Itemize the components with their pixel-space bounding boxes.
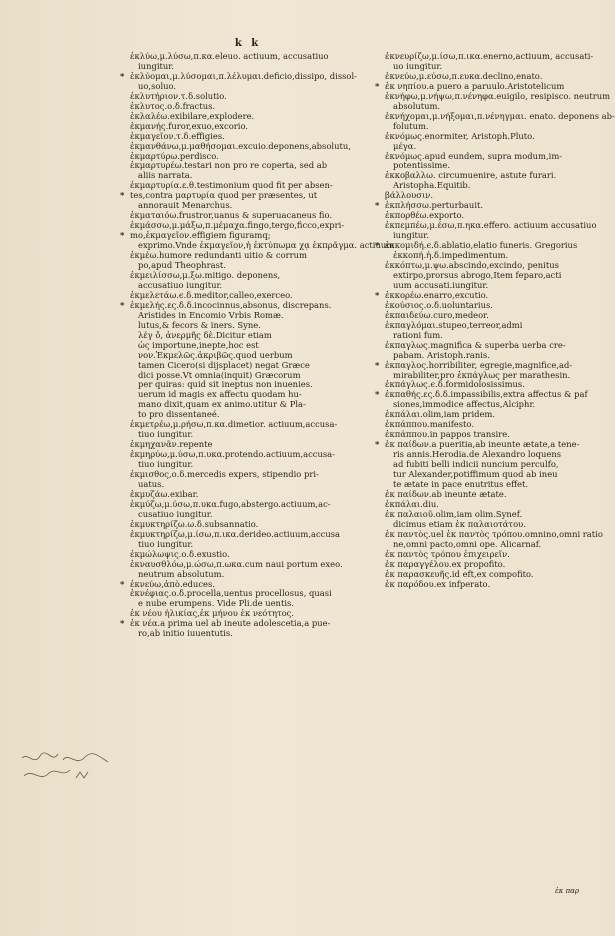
dictionary-entry <box>130 271 360 291</box>
entry-headline: ἐκμειλίσσω,μ.ξω.mitigo. deponens, <box>130 269 281 280</box>
entry-headline: ἐκμυζάω.exibar. <box>130 488 199 499</box>
entry-headline: ἐκπορθέω.exporto. <box>385 210 465 221</box>
entry-headline: ἐκμώλωψις.ο.δ.exustio. <box>130 548 230 559</box>
entry-continuation: iungitur. <box>393 230 430 241</box>
dictionary-entry <box>385 440 585 490</box>
entry-headline: ἐκλαλέω.exibilare,explodere. <box>130 110 255 121</box>
entry-headline: ἐκνήχομαι,μ.νήξομαι,π.νένηγμαι. enato. deponens ab- <box>385 110 615 121</box>
entry-headline: ἐκλύω,μ.λύσω,π.κα.eleuo. actiuum, accusatiuo <box>130 51 329 61</box>
entry-continuation: νον.Ἐκμελῶς.ἀκριβῶς.quod uerbum <box>138 349 293 360</box>
dictionary-entry <box>385 51 594 72</box>
entry-continuation: exprimo.Vnde ἐκμαγεῖον,ἡ ἐκτύπωμα χᾳ ἐκπρᾶγμα. actiuum <box>138 240 395 251</box>
entry-headline: ἐκούσιος.ο.δ.uoluntarius. <box>385 299 493 310</box>
entry-headline: ἐκμυκτηρίζω,μ.ίσω,π.ικα.derideo.actiuum,accusa <box>130 528 341 539</box>
entry-continuation: uo iungitur. <box>393 60 443 71</box>
entry-continuation: annorauit Menarchus. <box>138 200 233 211</box>
entry-headline: ἐκνεύω,μ.εύσω,π.ευκα.declino,enato. <box>385 70 543 81</box>
entry-headline: ἐκμηρύω,μ.ύσω,π.υκα.protendo.actiuum,accusa- <box>130 449 335 460</box>
entry-headline: ἐκμαρτύρω.perdisco. <box>130 150 219 161</box>
dictionary-entry <box>130 420 360 440</box>
entry-headline: ἐκπάππου.in pappos transire. <box>385 429 510 440</box>
entry-continuation: tiuo iungitur. <box>138 429 194 440</box>
entry-headline: ἐκμυκτηρίζω.ω.δ.subsannatio. <box>130 518 259 529</box>
entry-headline: ἐκνέφιας.ο.δ.procella,uentus procellosus, quasi <box>130 588 332 599</box>
dictionary-entry <box>385 510 585 530</box>
entry-headline: ἐκ παίδων.ab ineunte ætate. <box>385 488 507 499</box>
entry-headline: ἐκνόμως.apud eundem, supra modum,im- <box>385 150 563 161</box>
dictionary-entry <box>385 321 585 341</box>
entry-headline: ἐκ νηπίου.a puero a paruulo.Aristotelicum <box>385 80 565 91</box>
entry-continuation: per quiras: quid sit ineptus non inuenies. <box>138 379 313 390</box>
dictionary-entry <box>385 341 585 361</box>
entry-headline: ἐκ παραγγέλου.ex propofito. <box>385 558 506 569</box>
dictionary-entry <box>385 580 585 590</box>
dictionary-entry <box>130 72 360 92</box>
entry-continuation: μέγα. <box>393 140 417 151</box>
right-column <box>385 51 615 589</box>
entry-headline: ἐκπάππου.manifesto. <box>385 419 474 430</box>
entry-headline: ἐκπλήσσω.perturbauit. <box>385 200 484 211</box>
entry-headline: ἐκμελετάω.ϵ.δ.meditor,calleo,exerceo. <box>130 289 293 300</box>
entry-continuation: accusatiuo iungitur. <box>138 279 223 290</box>
entry-headline: ἐκμισθος,ο.δ.mercedis expers, stipendio pri- <box>130 469 319 480</box>
entry-continuation: cusatiuo iungitur. <box>138 508 213 519</box>
entry-continuation: te ætate in pace enutritus effet. <box>393 478 528 489</box>
dictionary-entry <box>385 389 588 410</box>
entry-headline: ἐκπαιδεύω.curo,medeor. <box>385 309 489 320</box>
entry-continuation: potentissime. <box>393 160 450 171</box>
entry-headline: ἐκκορέω.enarro,excutio. <box>385 289 489 300</box>
dictionary-entry <box>385 241 585 261</box>
entry-headline: ἐκμανθάνω,μ.μαθήσομαι.excuio.deponens,absolutu, <box>130 140 351 151</box>
entry-headline: ἐκλυτος.ο.δ.fractus. <box>130 100 216 111</box>
entry-continuation: tiuo iungitur. <box>138 459 194 470</box>
dictionary-entry <box>130 251 360 271</box>
entry-continuation: dicimus etiam ἐκ παλαιοτάτου. <box>393 518 526 529</box>
entry-continuation: neutrum absolutum. <box>138 568 225 579</box>
dictionary-entry <box>130 52 360 72</box>
entry-continuation: folutum. <box>393 120 429 131</box>
entry-headline: ἐκ νέου ἡλικίας,ἐκ μήνου ἐκ νεότητος. <box>130 608 295 619</box>
dictionary-entry <box>130 619 360 639</box>
entry-headline: ἐκ παλαιοῦ.olim,iam olim.Synef. <box>385 508 523 519</box>
entry-headline: ἐκ παντὸς.uel ἐκ παντὸς τρόπου.omnino,omni ratio <box>385 528 603 539</box>
entry-continuation: ne,omni pacto,omni ope. Alicarnaf. <box>393 538 542 549</box>
entry-headline: tes,contra μαρτυρία quod per præsentes, ut <box>130 190 318 201</box>
entry-continuation: Aristopha.Equitib. <box>393 180 471 191</box>
entry-headline: ἐκλυτήριον.τ.δ.solutio. <box>130 90 227 101</box>
entry-continuation: mirabiliter,pro ἐκπάγλως per marathesin. <box>393 369 571 380</box>
entry-headline: ἐκκομιδή.ϵ.δ.ablatio,elatio funeris. Gregorius <box>385 240 578 251</box>
entry-headline: ἐκνευρίζω,μ.ίσω,π.ικα.enerno,actiuum, accusati- <box>385 51 594 61</box>
entry-continuation: siones,immodice affectus,Alciphr. <box>393 399 536 410</box>
signature-mark: k k <box>234 38 262 49</box>
entry-continuation: to pro dissentaneé. <box>138 409 220 420</box>
entry-headline: ἐκ παίδων.a pueritia,ab ineunte ætate,a tene- <box>385 439 580 450</box>
entry-continuation: pabam. Aristoph.ranis. <box>393 349 490 360</box>
entry-headline: ἐκμαγεῖον.τ.δ.effigies. <box>130 130 225 141</box>
entry-continuation: rationi fum. <box>393 329 443 340</box>
left-column <box>130 51 395 639</box>
entry-headline: ἐκπαθής.ες.δ.δ.impassibilis,extra affectus & paf <box>385 389 588 400</box>
dictionary-entry <box>385 90 611 112</box>
dictionary-entry <box>130 470 360 490</box>
entry-continuation: λέγ ὄ, ἀνερμῆς δὲ.Dicitur etiam <box>138 329 272 340</box>
dictionary-entry <box>385 220 597 241</box>
entry-headline: ἐκπεμπέω,μ.έσω,π.ηκα.effero. actiuum accusatiuo <box>385 220 597 231</box>
entry-headline: ἐκμελής.ες.δ.δ.incocinnus,absonus, discrepans. <box>130 299 332 310</box>
entry-continuation: ad fubiti belli indicii nuncium perculfo, <box>393 459 559 470</box>
entry-headline: ἐκπάλαι.diu. <box>385 498 439 509</box>
entry-headline: ἐκμανής.furor,exuo,excorio. <box>130 120 249 131</box>
entry-headline: ἐκπαγλως.magnifica & superba uerba cre- <box>385 339 566 350</box>
entry-continuation: Aristides in Encomio Vrbis Romæ. <box>138 309 284 320</box>
entry-headline: ἐκ παντὸς τρόπου ἐπιχειρεῖν. <box>385 548 510 559</box>
entry-headline: ἐκνόμως.enormiter, Aristoph.Pluto. <box>385 130 535 141</box>
entry-headline: ἐκπάλαι.olim,iam pridem. <box>385 409 496 420</box>
dictionary-entry <box>385 152 585 172</box>
entry-headline: ἐκλύομαι,μ.λύσομαι,π.λέλυμαι.deficio,dissipo, dissol- <box>130 70 357 81</box>
dictionary-entry <box>385 110 615 132</box>
entry-headline: ἐκμηχανᾶν.repente <box>130 439 213 450</box>
entry-continuation: extirpo,prorsus abrogo,Item feparo,acti <box>393 269 562 280</box>
entry-headline: ἐκ παρασκευῆς.id eft,ex compofito. <box>385 568 534 579</box>
dictionary-entry <box>130 301 360 420</box>
catchword: ἐκ παρ <box>555 887 580 895</box>
entry-continuation: uerum id magis ex affectu quodam hu- <box>138 389 302 400</box>
entry-headline: ἐκματαιόω.frustror,uanus & superuacaneus fio. <box>130 210 333 221</box>
dictionary-entry <box>130 500 360 520</box>
entry-headline: ἐκμύζω,μ.ύσω,π.υκα.fugo,abstergo.actiuum,ac- <box>130 498 331 509</box>
entry-headline: ἐκκοβαλλω. circumuenire, astute furari. <box>385 170 557 181</box>
entry-headline: ἐκμαρτυρία.ε.θ.testimonium quod fit per absen- <box>130 180 333 191</box>
entry-continuation: ἐκκοπή.ἡ.δ.impedimentum. <box>393 250 509 261</box>
entry-continuation: e nube erumpens. Vide Pli.de uentis. <box>138 598 294 609</box>
entry-headline: ἐκνεύω,ἀπὸ.educes. <box>130 578 215 589</box>
dictionary-entry <box>130 450 360 470</box>
dictionary-entry <box>130 530 360 550</box>
dictionary-entry <box>385 361 585 381</box>
entry-continuation: ris annis.Herodia.de Alexandro loquens <box>393 449 562 460</box>
entry-continuation: uatus. <box>138 478 165 489</box>
dictionary-entry <box>130 191 360 211</box>
entry-continuation: ὡς importune,inepte,hoc est <box>138 339 259 350</box>
entry-continuation: uum accusati.iungitur. <box>393 279 489 290</box>
entry-continuation: uo,soluo. <box>138 80 177 91</box>
handwritten-margin-note <box>18 748 113 788</box>
dictionary-entry <box>385 171 585 191</box>
entry-headline: mo,ἐκμαγεῖον.effigiem figuramq; <box>130 230 271 241</box>
dictionary-entry <box>385 261 585 291</box>
entry-headline: ἐκπάγλως.ϵ.δ.formidolosissimus. <box>385 379 525 390</box>
entry-continuation: tiuo iungitur. <box>138 538 194 549</box>
entry-headline: ἐκ παρόδου.ex infperato. <box>385 578 491 589</box>
entry-headline: ἐκπαγλος.horribiliter, egregie,magnifice,ad- <box>385 359 573 370</box>
entry-continuation: tur Alexander,potiffimum quod ab ineu <box>393 469 558 480</box>
entry-continuation: aliis narrata. <box>138 170 193 181</box>
entry-headline: ἐκμέω.humore redundanti uitio & corrum <box>130 250 307 261</box>
entry-continuation: mano dixit,quam ex animo.utitur & Pla- <box>138 399 306 410</box>
dictionary-entry <box>385 132 585 152</box>
entry-continuation: dici posse.Vt omnia(inquit) Græcorum <box>138 369 301 380</box>
entry-headline: ἐκκόπτω,μ.ψω.abscindo,excindo, penitus <box>385 260 559 271</box>
dictionary-entry <box>130 230 395 251</box>
entry-continuation: lutus,& fecors & iners. Syne. <box>138 319 261 330</box>
entry-headline: ἐκμετρέω,μ.ρήσω,π.κα.dimetior. actiuum,accusa- <box>130 419 338 430</box>
entry-headline: ἐκνήφω,μ.νήψω,π.νένηφα.euigilo, resipisco. neutrum <box>385 90 611 101</box>
entry-continuation: iungitur. <box>138 60 175 71</box>
entry-headline: ἐκπαγλόμαι.stupeo,terreor,admi <box>385 319 523 330</box>
entry-continuation: absolutum. <box>393 100 441 111</box>
entry-continuation: po,apud Theophrast. <box>138 260 226 271</box>
entry-headline: ἐκναυσθλόω,μ.ώσω,π.ωκα.cum naui portum exeo. <box>130 558 343 569</box>
dictionary-entry <box>385 528 603 550</box>
dictionary-entry <box>130 589 360 609</box>
dictionary-entry <box>130 161 360 181</box>
entry-continuation: ro,ab initio iuuentutis. <box>138 628 233 639</box>
entry-headline: βάλλουσιν. <box>385 190 434 201</box>
dictionary-entry <box>130 560 360 580</box>
entry-headline: ἐκ νέα.a prima uel ab ineute adolescetia,a pue- <box>130 618 331 629</box>
entry-headline: ἐκμαρτυρέω.testari non pro re coperta, sed ab <box>130 160 328 171</box>
entry-headline: ἐκμάσσω,μ.μάξω,π.μέμαχα.fingo,tergo,ficco,expri- <box>130 220 345 231</box>
entry-continuation: tamen Cicero(si dijsplacet) negat Græce <box>138 359 310 370</box>
